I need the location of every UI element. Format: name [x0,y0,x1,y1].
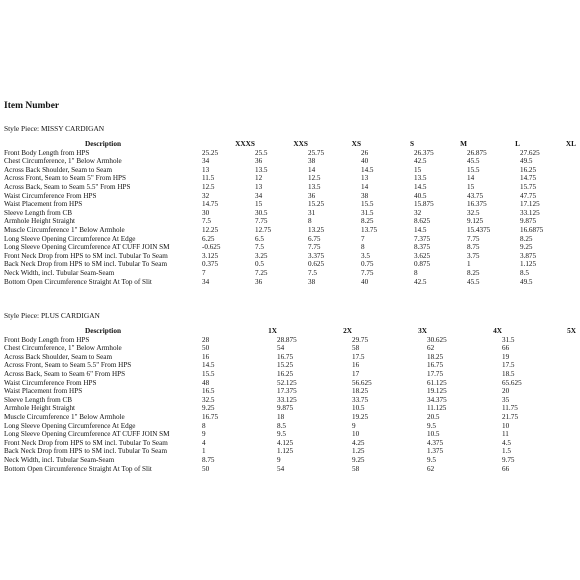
measurement-value: 14.75 [520,174,537,183]
missy-size-header: M [460,139,467,148]
missy-description-header: Description [84,139,122,148]
measurement-value: 9.25 [520,243,533,252]
measurement-value: 12.75 [255,225,272,234]
measurement-value: 26.875 [467,148,487,157]
measurement-value: 16.75 [202,412,219,421]
measurement-value: 18 [277,412,285,421]
measurement-value: 16.75 [277,352,294,361]
measurement-value: 58 [352,344,360,353]
measurement-value: 4.5 [502,438,511,447]
table-row [4,447,576,456]
measurement-description: Armhole Height Straight [4,404,75,413]
measurement-value: 8.5 [277,421,286,430]
measurement-value: 9 [352,421,356,430]
measurement-value: 19.25 [352,412,369,421]
measurement-value: 16 [202,352,210,361]
measurement-value: 13 [202,165,210,174]
measurement-description: Long Sleeve Opening Circumference At Edge [4,234,136,243]
measurement-value: 8.75 [467,243,480,252]
measurement-description: Muscle Circumference 1" Below Armhole [4,225,125,234]
measurement-description: Muscle Circumference 1" Below Armhole [4,412,125,421]
measurement-value: 30 [202,208,210,217]
measurement-value: 54 [277,464,285,473]
measurement-value: 10.5 [352,404,365,413]
measurement-value: 15.75 [520,182,537,191]
measurement-value: 36 [255,157,263,166]
measurement-value: 33.75 [352,395,369,404]
measurement-value: 14.75 [202,200,219,209]
measurement-description: Sleeve Length from CB [4,395,73,404]
measurement-value: 9.25 [202,404,215,413]
measurement-value: 13 [255,182,263,191]
measurement-value: 8.25 [361,217,374,226]
measurement-value: 32 [202,191,210,200]
measurement-value: 6.75 [308,234,321,243]
measurement-value: 15 [467,182,475,191]
table-row [4,217,576,226]
measurement-value: 25.25 [202,148,219,157]
measurement-value: 50 [202,464,210,473]
measurement-description: Neck Width, incl. Tubular Seam-Seam [4,455,115,464]
measurement-value: 15.5 [467,165,480,174]
measurement-value: 21.75 [502,412,519,421]
measurement-value: 40 [361,157,369,166]
measurement-value: 3.875 [520,251,537,260]
measurement-description: Neck Width, incl. Tubular Seam-Seam [4,268,115,277]
measurement-value: 17 [352,369,360,378]
measurement-value: 50 [202,344,210,353]
measurement-value: 58 [352,464,360,473]
measurement-value: 15 [255,200,263,209]
measurement-value: 16.25 [277,369,294,378]
plus-size-header: 4X [493,326,502,335]
missy-size-header: L [515,139,520,148]
missy-size-header: XXS [293,139,308,148]
measurement-value: 54 [277,344,285,353]
measurement-description: Front Neck Drop from HPS to SM incl. Tubular To Seam [4,438,168,447]
measurement-description: Long Sleeve Opening Circumference At Edge [4,421,136,430]
measurement-value: 9.875 [520,217,537,226]
measurement-value: 8.625 [414,217,431,226]
measurement-value: 14.5 [361,165,374,174]
measurement-value: 9.75 [502,455,515,464]
table-row [4,149,576,158]
measurement-value: 8.25 [520,234,533,243]
measurement-value: 8 [202,421,206,430]
measurement-value: 40.5 [414,191,427,200]
measurement-value: 12 [255,174,263,183]
table-row [4,456,576,465]
table-row [4,243,576,252]
table-row [4,396,576,405]
table-row [4,174,576,183]
measurement-value: 25.75 [308,148,325,157]
plus-style-label: Style Piece: PLUS CARDIGAN [4,311,100,320]
measurement-value: 61.125 [427,378,447,387]
measurement-value: 0.75 [361,260,374,269]
measurement-value: 47.75 [520,191,537,200]
measurement-description: Front Body Length from HPS [4,335,90,344]
missy-size-header: XXXS [235,139,255,148]
table-row [4,379,576,388]
measurement-value: 3.75 [467,251,480,260]
measurement-description: Across Back Shoulder, Seam to Seam [4,352,112,361]
measurement-value: 62 [427,464,435,473]
measurement-value: 15.4375 [467,225,491,234]
measurement-value: 18.5 [502,369,515,378]
measurement-value: 15.5 [202,369,215,378]
table-row [4,422,576,431]
measurement-value: 19 [502,352,510,361]
table-row [4,157,576,166]
measurement-value: 34 [202,157,210,166]
measurement-value: 16.375 [467,200,487,209]
measurement-value: 3.375 [308,251,325,260]
table-row [4,209,576,218]
measurement-value: 32 [414,208,422,217]
measurement-value: 40 [361,277,369,286]
measurement-value: 10.5 [427,430,440,439]
measurement-value: 25.5 [255,148,268,157]
measurement-value: 3.625 [414,251,431,260]
table-row [4,235,576,244]
measurement-value: 1 [202,447,206,456]
measurement-value: 11.5 [202,174,215,183]
measurement-value: 17.5 [352,352,365,361]
measurement-value: 28 [202,335,210,344]
measurement-value: 45.5 [467,157,480,166]
measurement-value: 36 [308,191,316,200]
measurement-value: 4.375 [427,438,444,447]
measurement-value: 15.5 [361,200,374,209]
measurement-description: Waist Circumference From HPS [4,191,97,200]
measurement-value: 38 [308,277,316,286]
measurement-value: 7.25 [255,268,268,277]
measurement-value: 9.875 [277,404,294,413]
measurement-value: 33.125 [520,208,540,217]
missy-size-header: XS [351,139,361,148]
measurement-value: 7.5 [202,217,211,226]
measurement-value: 35 [502,395,510,404]
measurement-value: 6.25 [202,234,215,243]
measurement-value: 36 [255,277,263,286]
measurement-value: 56.625 [352,378,372,387]
measurement-description: Long Sleeve Opening Circumference AT CUFF JOIN SM [4,243,170,252]
measurement-value: 9.125 [467,217,484,226]
table-row [4,183,576,192]
measurement-description: Across Back, Seam to Seam 6" From HPS [4,369,126,378]
measurement-value: 1 [467,260,471,269]
measurement-value: 7.75 [308,243,321,252]
measurement-description: Waist Placement from HPS [4,387,83,396]
measurement-value: 17.75 [427,369,444,378]
measurement-value: 10 [352,430,360,439]
measurement-value: 1.25 [352,447,365,456]
measurement-value: 14.5 [414,225,427,234]
measurement-value: 12.25 [202,225,219,234]
measurement-description: Long Sleeve Opening Circumference AT CUFF JOIN SM [4,430,170,439]
measurement-value: 7.5 [255,243,264,252]
table-row [4,252,576,261]
measurement-description: Waist Circumference From HPS [4,378,97,387]
measurement-value: 7 [361,234,365,243]
measurement-description: Front Body Length from HPS [4,148,90,157]
measurement-value: 11 [502,430,509,439]
measurement-value: 8 [361,243,365,252]
measurement-value: 7.75 [467,234,480,243]
measurement-value: 42.5 [414,277,427,286]
measurement-description: Across Front, Seam to Seam 5" From HPS [4,174,126,183]
table-row [4,278,576,287]
measurement-description: Waist Placement from HPS [4,200,83,209]
measurement-value: 7.375 [414,234,431,243]
measurement-value: 1.375 [427,447,444,456]
measurement-value: 32.5 [202,395,215,404]
measurement-value: 20 [502,387,510,396]
measurement-value: 17.125 [520,200,540,209]
table-row [4,269,576,278]
measurement-value: 7.75 [255,217,268,226]
measurement-value: 26 [361,148,369,157]
measurement-value: 11.125 [427,404,447,413]
measurement-value: 14 [467,174,475,183]
measurement-value: 30.5 [255,208,268,217]
measurement-description: Across Back, Seam to Seam 5.5" From HPS [4,182,131,191]
measurement-value: 12.5 [202,182,215,191]
plus-size-header: 2X [343,326,352,335]
measurement-value: 15.25 [277,361,294,370]
plus-size-header: 1X [268,326,277,335]
measurement-description: Back Neck Drop from HPS to SM incl. Tubular To Seam [4,260,168,269]
measurement-description: Bottom Open Circumference Straight At Top of Slit [4,277,152,286]
item-number-heading: Item Number [4,101,60,111]
measurement-value: 14 [308,165,316,174]
measurement-description: Across Front, Seam to Seam 5.5" From HPS [4,361,132,370]
measurement-description: Back Neck Drop from HPS to SM incl. Tubular To Seam [4,447,168,456]
measurement-value: 16.75 [427,361,444,370]
measurement-value: 43.75 [467,191,484,200]
measurement-value: 1.5 [502,447,511,456]
table-row [4,413,576,422]
measurement-description: Chest Circumference, 1" Below Armhole [4,157,122,166]
measurement-value: 7 [202,268,206,277]
missy-size-header: XL [565,139,576,148]
measurement-value: 3.125 [202,251,219,260]
measurement-value: 14 [361,182,369,191]
measurement-value: 34 [255,191,263,200]
measurement-value: 8.75 [202,455,215,464]
measurement-value: 62 [427,344,435,353]
measurement-value: 33.125 [277,395,297,404]
measurement-value: 15 [414,165,422,174]
measurement-value: 12.5 [308,174,321,183]
table-row [4,166,576,175]
table-row [4,430,576,439]
measurement-value: 15.875 [414,200,434,209]
table-row [4,192,576,201]
measurement-value: 9.5 [427,455,436,464]
measurement-value: 45.5 [467,277,480,286]
measurement-description: Armhole Height Straight [4,217,75,226]
measurement-value: 52.125 [277,378,297,387]
measurement-value: 7.75 [361,268,374,277]
measurement-value: 1.125 [277,447,294,456]
measurement-value: 17.375 [277,387,297,396]
measurement-value: 13.75 [361,225,378,234]
plus-header-row [4,327,576,336]
measurement-value: 3.25 [255,251,268,260]
measurement-description: Chest Circumference, 1" Below Armhole [4,344,122,353]
measurement-value: 14.5 [202,361,215,370]
measurement-value: 9.25 [352,455,365,464]
missy-size-header: S [409,139,414,148]
measurement-value: 18.25 [352,387,369,396]
measurement-value: 13.25 [308,225,325,234]
measurement-value: 26.375 [414,148,434,157]
measurement-value: 9 [277,455,281,464]
measurement-value: 0.375 [202,260,219,269]
measurement-value: 4 [202,438,206,447]
measurement-value: 14.5 [414,182,427,191]
table-row [4,439,576,448]
measurement-value: 29.75 [352,335,369,344]
measurement-value: 16.5 [202,387,215,396]
plus-spec-table [4,327,576,473]
measurement-value: 28.875 [277,335,297,344]
measurement-value: 8.5 [520,268,529,277]
measurement-value: 3.5 [361,251,370,260]
measurement-value: 6.5 [255,234,264,243]
table-row [4,370,576,379]
missy-style-label: Style Piece: MISSY CARDIGAN [4,124,105,133]
measurement-value: 17.5 [502,361,515,370]
table-row [4,336,576,345]
measurement-value: 20.5 [427,412,440,421]
measurement-value: 0.5 [255,260,264,269]
measurement-value: 15.25 [308,200,325,209]
plus-size-header: 5X [567,326,576,335]
measurement-value: 30.625 [427,335,447,344]
measurement-value: 38 [361,191,369,200]
table-row [4,465,576,474]
measurement-value: 18.25 [427,352,444,361]
measurement-description: Across Back Shoulder, Seam to Seam [4,165,112,174]
measurement-value: 27.625 [520,148,540,157]
measurement-description: Bottom Open Circumference Straight At Top of Slit [4,464,152,473]
table-row [4,200,576,209]
measurement-value: 8 [414,268,418,277]
measurement-value: 0.625 [308,260,325,269]
plus-size-header: 3X [418,326,427,335]
measurement-value: 8 [308,217,312,226]
measurement-value: 13.5 [414,174,427,183]
measurement-value: 42.5 [414,157,427,166]
table-row [4,404,576,413]
measurement-value: 32.5 [467,208,480,217]
measurement-value: 9.5 [277,430,286,439]
table-row [4,260,576,269]
measurement-value: 7.5 [308,268,317,277]
measurement-value: 34.375 [427,395,447,404]
measurement-value: 31 [308,208,316,217]
missy-spec-table [4,140,576,286]
measurement-value: 65.625 [502,378,522,387]
measurement-value: 10 [502,421,510,430]
measurement-value: 0.875 [414,260,431,269]
measurement-value: 4.25 [352,438,365,447]
measurement-value: 13 [361,174,369,183]
measurement-value: 13.5 [255,165,268,174]
table-row [4,353,576,362]
measurement-value: 38 [308,157,316,166]
measurement-value: 66 [502,344,510,353]
measurement-value: 16.25 [520,165,537,174]
measurement-value: 31.5 [502,335,515,344]
table-row [4,361,576,370]
table-row [4,387,576,396]
measurement-value: 19.125 [427,387,447,396]
measurement-value: 9 [202,430,206,439]
measurement-value: 49.5 [520,157,533,166]
plus-table-body [4,336,576,474]
measurement-value: 11.75 [502,404,518,413]
measurement-value: 8.375 [414,243,431,252]
measurement-description: Front Neck Drop from HPS to SM incl. Tubular To Seam [4,251,168,260]
measurement-value: 49.5 [520,277,533,286]
measurement-value: 9.5 [427,421,436,430]
missy-header-row [4,140,576,149]
measurement-value: 8.25 [467,268,480,277]
measurement-value: -0.625 [202,243,221,252]
measurement-value: 13.5 [308,182,321,191]
measurement-value: 4.125 [277,438,294,447]
missy-table-body [4,149,576,287]
measurement-description: Sleeve Length from CB [4,208,73,217]
measurement-value: 48 [202,378,210,387]
measurement-value: 16 [352,361,360,370]
table-row [4,344,576,353]
table-row [4,226,576,235]
measurement-value: 1.125 [520,260,537,269]
measurement-value: 66 [502,464,510,473]
measurement-value: 34 [202,277,210,286]
measurement-value: 31.5 [361,208,374,217]
measurement-value: 16.6875 [520,225,544,234]
plus-description-header: Description [84,326,122,335]
